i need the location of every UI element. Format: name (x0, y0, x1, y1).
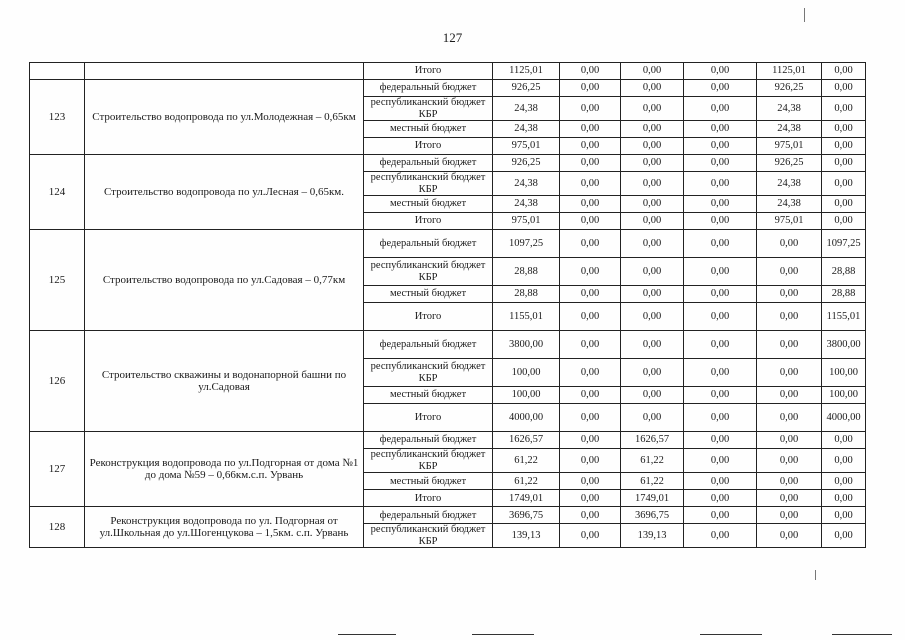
amount-cell: 0,00 (621, 359, 684, 387)
funding-source-cell: Итого (364, 303, 493, 331)
page-number: 127 (442, 30, 463, 45)
amount-cell: 4000,00 (493, 404, 560, 432)
footer-line (700, 634, 762, 635)
amount-cell: 0,00 (684, 80, 757, 97)
amount-cell: 0,00 (684, 387, 757, 404)
amount-cell: 0,00 (621, 63, 684, 80)
amount-cell: 0,00 (560, 138, 621, 155)
amount-cell: 0,00 (684, 286, 757, 303)
project-number: 126 (30, 331, 85, 432)
amount-cell: 975,01 (493, 213, 560, 230)
amount-cell: 61,22 (621, 473, 684, 490)
amount-cell: 0,00 (560, 80, 621, 97)
amount-cell: 0,00 (560, 172, 621, 196)
amount-cell: 0,00 (560, 155, 621, 172)
table-row (30, 155, 866, 172)
amount-cell: 1097,25 (493, 230, 560, 258)
amount-cell: 24,38 (757, 172, 822, 196)
amount-cell: 0,00 (621, 121, 684, 138)
funding-source-cell: республиканский бюджет КБР (364, 97, 493, 121)
amount-cell: 0,00 (560, 331, 621, 359)
amount-cell: 0,00 (684, 230, 757, 258)
amount-cell: 0,00 (684, 63, 757, 80)
amount-cell: 139,13 (621, 524, 684, 548)
amount-cell: 0,00 (684, 213, 757, 230)
amount-cell: 0,00 (757, 303, 822, 331)
amount-cell: 0,00 (621, 172, 684, 196)
amount-cell: 61,22 (493, 449, 560, 473)
amount-cell: 0,00 (684, 196, 757, 213)
amount-cell: 0,00 (822, 196, 866, 213)
amount-cell: 0,00 (560, 63, 621, 80)
amount-cell: 0,00 (757, 331, 822, 359)
amount-cell: 24,38 (493, 196, 560, 213)
project-name: Строительство скважины и водонапорной башни по ул.Садовая (85, 331, 364, 432)
amount-cell: 0,00 (684, 507, 757, 524)
amount-cell: 0,00 (684, 155, 757, 172)
amount-cell: 1125,01 (757, 63, 822, 80)
funding-source-cell: федеральный бюджет (364, 230, 493, 258)
amount-cell: 0,00 (621, 138, 684, 155)
amount-cell: 0,00 (684, 331, 757, 359)
amount-cell: 1155,01 (493, 303, 560, 331)
amount-cell: 0,00 (560, 303, 621, 331)
amount-cell: 0,00 (684, 473, 757, 490)
amount-cell: 926,25 (493, 80, 560, 97)
amount-cell: 100,00 (822, 387, 866, 404)
amount-cell: 0,00 (684, 97, 757, 121)
amount-cell: 0,00 (560, 286, 621, 303)
funding-source-cell: Итого (364, 138, 493, 155)
amount-cell: 28,88 (822, 286, 866, 303)
amount-cell: 0,00 (822, 63, 866, 80)
funding-source-cell: федеральный бюджет (364, 331, 493, 359)
footer-line (472, 634, 534, 635)
project-name: Реконструкция водопровода по ул. Подгорная от ул.Школьная до ул.Шогенцукова – 1,5км. с.п. Урвань (85, 507, 364, 548)
funding-source-cell: федеральный бюджет (364, 507, 493, 524)
amount-cell: 0,00 (621, 80, 684, 97)
amount-cell: 1097,25 (822, 230, 866, 258)
funding-source-cell: местный бюджет (364, 387, 493, 404)
amount-cell: 0,00 (560, 507, 621, 524)
amount-cell: 139,13 (493, 524, 560, 548)
project-number: 127 (30, 432, 85, 507)
amount-cell: 0,00 (757, 387, 822, 404)
amount-cell: 0,00 (822, 449, 866, 473)
amount-cell: 0,00 (684, 172, 757, 196)
funding-source-cell: республиканский бюджет КБР (364, 524, 493, 548)
amount-cell: 0,00 (757, 230, 822, 258)
amount-cell: 0,00 (757, 359, 822, 387)
amount-cell: 975,01 (493, 138, 560, 155)
amount-cell: 0,00 (757, 507, 822, 524)
amount-cell: 24,38 (493, 121, 560, 138)
funding-source-cell: местный бюджет (364, 196, 493, 213)
amount-cell: 0,00 (684, 138, 757, 155)
amount-cell: 0,00 (822, 490, 866, 507)
funding-source-cell: местный бюджет (364, 286, 493, 303)
amount-cell: 0,00 (684, 524, 757, 548)
amount-cell: 0,00 (757, 286, 822, 303)
amount-cell: 0,00 (560, 473, 621, 490)
amount-cell: 3696,75 (621, 507, 684, 524)
amount-cell: 1749,01 (493, 490, 560, 507)
amount-cell: 0,00 (621, 213, 684, 230)
amount-cell: 0,00 (757, 449, 822, 473)
funding-source-cell: Итого (364, 213, 493, 230)
amount-cell: 0,00 (822, 97, 866, 121)
funding-source-cell: Итого (364, 404, 493, 432)
amount-cell: 1626,57 (493, 432, 560, 449)
amount-cell: 28,88 (493, 286, 560, 303)
amount-cell: 0,00 (560, 213, 621, 230)
amount-cell: 0,00 (560, 387, 621, 404)
amount-cell: 0,00 (684, 258, 757, 286)
scan-mark (815, 570, 816, 580)
amount-cell: 0,00 (822, 121, 866, 138)
funding-source-cell: республиканский бюджет КБР (364, 172, 493, 196)
project-name: Строительство водопровода по ул.Лесная – 0,65км. (85, 155, 364, 230)
amount-cell: 0,00 (621, 286, 684, 303)
amount-cell: 0,00 (560, 524, 621, 548)
amount-cell: 28,88 (493, 258, 560, 286)
amount-cell: 0,00 (560, 97, 621, 121)
amount-cell: 975,01 (757, 213, 822, 230)
project-number: 128 (30, 507, 85, 548)
amount-cell: 0,00 (684, 359, 757, 387)
amount-cell: 0,00 (684, 490, 757, 507)
amount-cell: 0,00 (684, 303, 757, 331)
table-row (30, 63, 866, 80)
amount-cell: 61,22 (493, 473, 560, 490)
amount-cell: 0,00 (621, 404, 684, 432)
funding-source-cell: республиканский бюджет КБР (364, 449, 493, 473)
amount-cell: 24,38 (757, 196, 822, 213)
amount-cell: 0,00 (560, 196, 621, 213)
amount-cell: 3800,00 (493, 331, 560, 359)
funding-source-cell: местный бюджет (364, 473, 493, 490)
amount-cell: 3696,75 (493, 507, 560, 524)
budget-table (29, 62, 866, 548)
table-row (30, 331, 866, 359)
amount-cell: 0,00 (757, 490, 822, 507)
amount-cell: 0,00 (822, 213, 866, 230)
project-name: Строительство водопровода по ул.Садовая – 0,77км (85, 230, 364, 331)
project-number: 124 (30, 155, 85, 230)
amount-cell: 0,00 (757, 473, 822, 490)
amount-cell: 24,38 (757, 97, 822, 121)
amount-cell: 975,01 (757, 138, 822, 155)
amount-cell: 0,00 (822, 172, 866, 196)
amount-cell: 0,00 (621, 97, 684, 121)
amount-cell: 1125,01 (493, 63, 560, 80)
amount-cell: 1626,57 (621, 432, 684, 449)
table-row (30, 507, 866, 524)
amount-cell: 0,00 (560, 121, 621, 138)
project-cell (85, 63, 364, 80)
funding-source-cell: Итого (364, 63, 493, 80)
amount-cell: 4000,00 (822, 404, 866, 432)
amount-cell: 0,00 (560, 230, 621, 258)
table-row (30, 80, 866, 97)
amount-cell: 0,00 (560, 404, 621, 432)
amount-cell: 0,00 (560, 359, 621, 387)
amount-cell: 0,00 (560, 432, 621, 449)
scan-mark (804, 8, 805, 22)
amount-cell: 0,00 (822, 524, 866, 548)
amount-cell: 0,00 (621, 387, 684, 404)
amount-cell: 0,00 (822, 80, 866, 97)
amount-cell: 24,38 (757, 121, 822, 138)
amount-cell: 0,00 (621, 155, 684, 172)
funding-source-cell: республиканский бюджет КБР (364, 258, 493, 286)
amount-cell: 0,00 (822, 138, 866, 155)
amount-cell: 0,00 (822, 507, 866, 524)
project-number: 123 (30, 80, 85, 155)
amount-cell: 926,25 (757, 80, 822, 97)
amount-cell: 0,00 (684, 121, 757, 138)
funding-source-cell: федеральный бюджет (364, 155, 493, 172)
amount-cell: 0,00 (621, 303, 684, 331)
amount-cell: 24,38 (493, 172, 560, 196)
project-name: Реконструкция водопровода по ул.Подгорная от дома №1 до дома №59 – 0,66км.с.п. Урвань (85, 432, 364, 507)
table-row (30, 230, 866, 258)
amount-cell: 61,22 (621, 449, 684, 473)
project-name: Строительство водопровода по ул.Молодежная – 0,65км (85, 80, 364, 155)
amount-cell: 0,00 (757, 258, 822, 286)
footer-line (338, 634, 396, 635)
amount-cell: 0,00 (822, 473, 866, 490)
funding-source-cell: республиканский бюджет КБР (364, 359, 493, 387)
amount-cell: 0,00 (621, 258, 684, 286)
table-row (30, 432, 866, 449)
index-cell (30, 63, 85, 80)
funding-source-cell: федеральный бюджет (364, 432, 493, 449)
footer-line (832, 634, 892, 635)
amount-cell: 0,00 (684, 404, 757, 432)
amount-cell: 926,25 (493, 155, 560, 172)
amount-cell: 0,00 (757, 524, 822, 548)
funding-source-cell: Итого (364, 490, 493, 507)
amount-cell: 0,00 (621, 230, 684, 258)
amount-cell: 1749,01 (621, 490, 684, 507)
funding-source-cell: федеральный бюджет (364, 80, 493, 97)
amount-cell: 0,00 (621, 196, 684, 213)
amount-cell: 100,00 (493, 359, 560, 387)
amount-cell: 0,00 (757, 432, 822, 449)
amount-cell: 0,00 (560, 490, 621, 507)
project-number: 125 (30, 230, 85, 331)
amount-cell: 0,00 (560, 449, 621, 473)
amount-cell: 0,00 (684, 432, 757, 449)
amount-cell: 1155,01 (822, 303, 866, 331)
amount-cell: 0,00 (757, 404, 822, 432)
amount-cell: 3800,00 (822, 331, 866, 359)
amount-cell: 0,00 (822, 155, 866, 172)
amount-cell: 24,38 (493, 97, 560, 121)
amount-cell: 0,00 (822, 432, 866, 449)
amount-cell: 100,00 (822, 359, 866, 387)
amount-cell: 0,00 (560, 258, 621, 286)
funding-source-cell: местный бюджет (364, 121, 493, 138)
amount-cell: 0,00 (621, 331, 684, 359)
amount-cell: 100,00 (493, 387, 560, 404)
amount-cell: 28,88 (822, 258, 866, 286)
amount-cell: 926,25 (757, 155, 822, 172)
amount-cell: 0,00 (684, 449, 757, 473)
